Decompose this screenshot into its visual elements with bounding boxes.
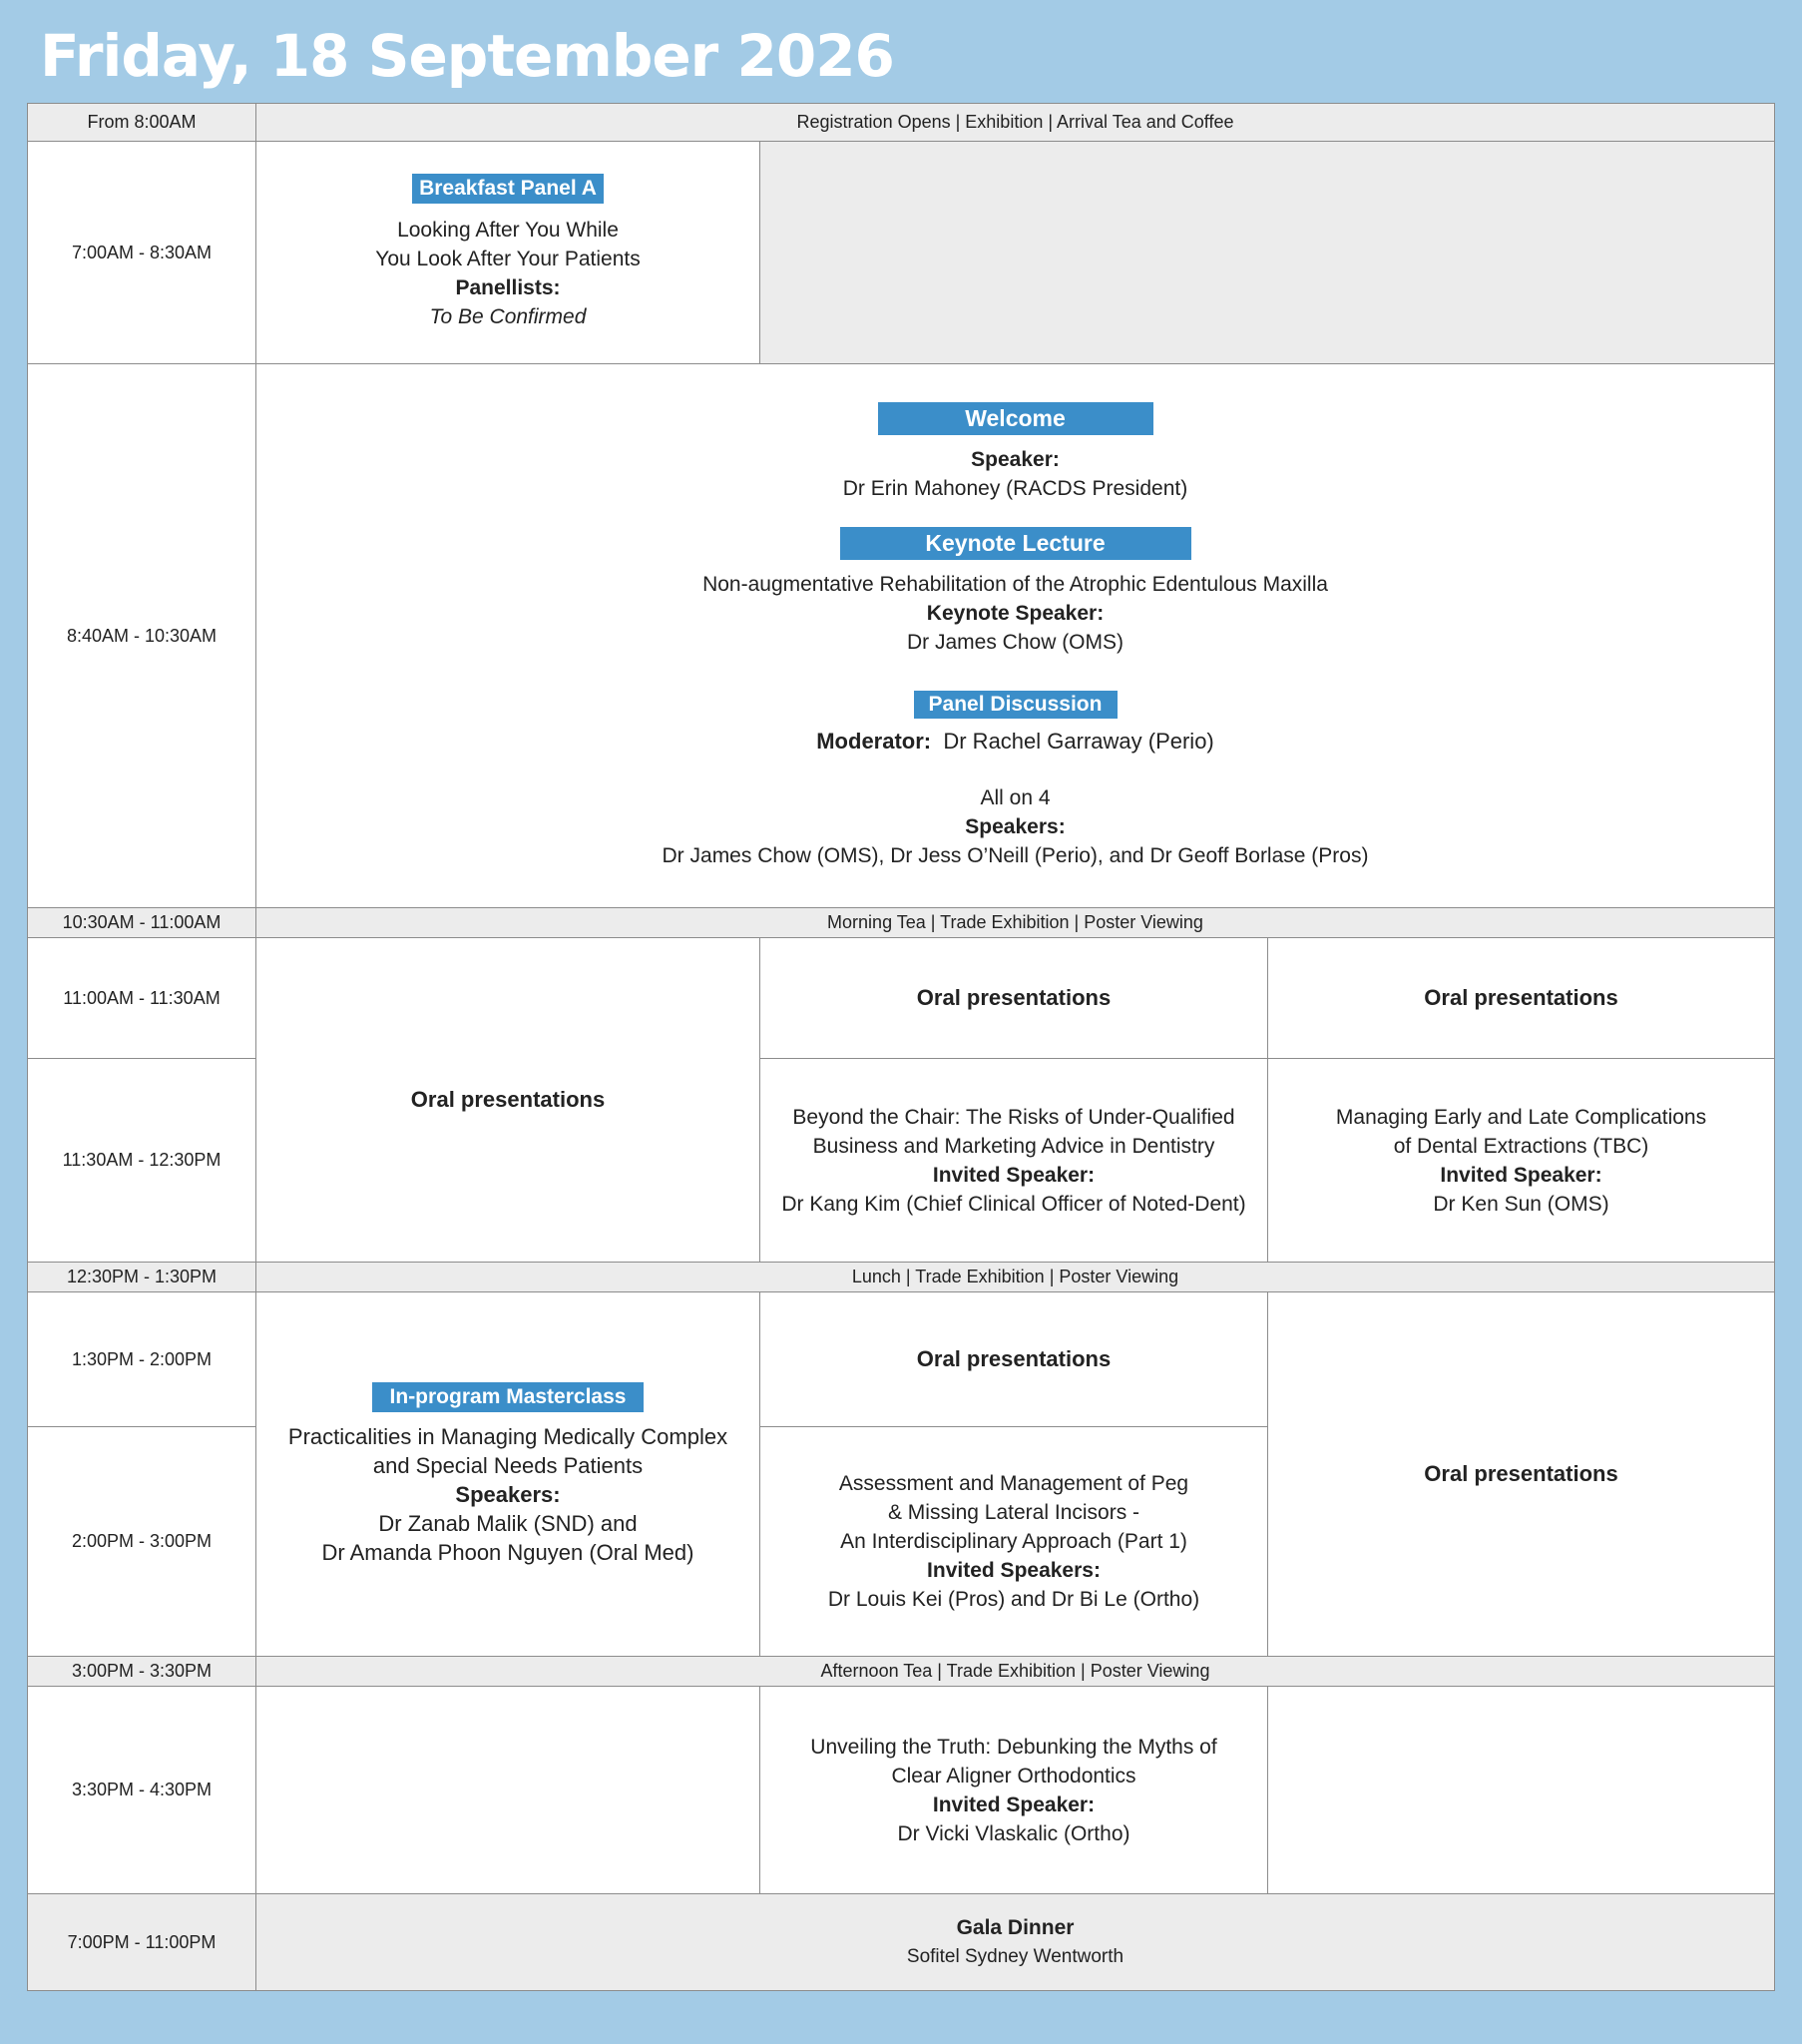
invited-session — [759, 1058, 1268, 1263]
masterclass-session — [255, 1291, 760, 1657]
breakfast-panel-session — [255, 141, 760, 364]
session-title-line: Unveiling the Truth: Debunking the Myths of — [810, 1735, 1217, 1759]
session-title-line: Clear Aligner Orthodontics — [891, 1764, 1136, 1788]
session-badge: Breakfast Panel A — [412, 174, 604, 204]
gala-title: Gala Dinner — [956, 1916, 1075, 1939]
time-label: 7:00AM - 8:30AM — [71, 242, 213, 262]
afternoon-tea-time — [27, 1656, 256, 1687]
welcome-badge: Welcome — [878, 402, 1153, 435]
time-label: 12:30PM - 1:30PM — [66, 1267, 218, 1286]
time-label: 3:00PM - 3:30PM — [71, 1661, 213, 1681]
session-title-line: An Interdisciplinary Approach (Part 1) — [840, 1530, 1187, 1553]
banner-text: Afternoon Tea | Trade Exhibition | Poster Viewing — [820, 1661, 1210, 1681]
registration-banner — [255, 103, 1775, 142]
afternoon-tea-banner — [255, 1656, 1775, 1687]
plenary-session — [255, 363, 1775, 908]
moderator-line — [816, 727, 1214, 756]
invited-session — [759, 1686, 1268, 1894]
time-cell — [27, 1686, 256, 1894]
time-cell — [27, 937, 256, 1059]
session-title-line: You Look After Your Patients — [375, 248, 641, 270]
gala-venue: Sofitel Sydney Wentworth — [906, 1946, 1125, 1967]
time-label: From 8:00AM — [87, 112, 197, 132]
speaker-label: Invited Speaker: — [932, 1792, 1096, 1816]
empty-cell — [759, 141, 1775, 364]
oral-presentations-cell — [759, 937, 1268, 1059]
time-cell — [27, 1058, 256, 1263]
oral-presentations-label: Oral presentations — [916, 1346, 1112, 1371]
empty-cell — [255, 1686, 760, 1894]
session-title-line: Assessment and Management of Peg — [838, 1472, 1189, 1495]
oral-presentations-cell — [1267, 937, 1775, 1059]
time-label: 11:30AM - 12:30PM — [62, 1150, 222, 1170]
speaker-name: Dr Kang Kim (Chief Clinical Officer of Noted-Dent) — [781, 1192, 1246, 1216]
banner-text: Morning Tea | Trade Exhibition | Poster Viewing — [827, 912, 1203, 932]
panel-topic: All on 4 — [980, 785, 1051, 809]
lunch-banner — [255, 1262, 1775, 1292]
time-cell — [27, 1426, 256, 1657]
oral-presentations-cell — [255, 937, 760, 1263]
keynote-badge: Keynote Lecture — [840, 527, 1191, 560]
banner-text: Registration Opens | Exhibition | Arrival Tea and Coffee — [796, 112, 1234, 132]
time-label: 1:30PM - 2:00PM — [71, 1348, 213, 1369]
panellists-value: To Be Confirmed — [429, 305, 587, 328]
registration-time — [27, 103, 256, 142]
speakers-label: Speakers: — [455, 1481, 561, 1507]
panel-speakers-label: Speakers: — [965, 814, 1066, 838]
keynote-title: Non-augmentative Rehabilitation of the Atrophic Edentulous Maxilla — [702, 572, 1328, 596]
panel-discussion-badge: Panel Discussion — [914, 691, 1118, 719]
morning-tea-banner — [255, 907, 1775, 938]
oral-presentations-label: Oral presentations — [916, 985, 1112, 1010]
moderator-label: Moderator: — [816, 728, 932, 754]
time-label: 10:30AM - 11:00AM — [62, 912, 222, 932]
masterclass-badge: In-program Masterclass — [372, 1382, 645, 1412]
banner-text: Lunch | Trade Exhibition | Poster Viewing — [851, 1267, 1179, 1286]
session-title-line: Practicalities in Managing Medically Complex — [287, 1423, 728, 1449]
speaker-label: Invited Speaker: — [1440, 1163, 1602, 1187]
morning-tea-time — [27, 907, 256, 938]
speaker-name: Dr Louis Kei (Pros) and Dr Bi Le (Ortho) — [827, 1588, 1200, 1611]
session-title-line: and Special Needs Patients — [372, 1452, 644, 1478]
moderator-name: Dr Rachel Garraway (Perio) — [943, 728, 1214, 754]
oral-presentations-label: Oral presentations — [1424, 985, 1618, 1010]
session-title-line: of Dental Extractions (TBC) — [1393, 1134, 1649, 1158]
session-title-line: & Missing Lateral Incisors - — [887, 1501, 1140, 1524]
keynote-speaker-label: Keynote Speaker: — [926, 601, 1105, 625]
page-title: Friday, 18 September 2026 — [40, 22, 894, 90]
invited-session — [1267, 1058, 1775, 1263]
empty-cell — [1267, 1686, 1775, 1894]
oral-presentations-cell — [759, 1291, 1268, 1427]
invited-session — [759, 1426, 1268, 1657]
time-label: 2:00PM - 3:00PM — [71, 1531, 213, 1551]
time-label: 3:30PM - 4:30PM — [71, 1780, 213, 1799]
time-cell — [27, 1291, 256, 1427]
speaker-label: Speaker: — [971, 447, 1060, 471]
speakers-label: Invited Speakers: — [927, 1559, 1101, 1582]
session-title-line: Managing Early and Late Complications — [1335, 1105, 1707, 1129]
speaker-name: Dr Zanab Malik (SND) and — [378, 1510, 638, 1536]
plenary-time — [27, 363, 256, 908]
panellists-label: Panellists: — [455, 276, 561, 299]
oral-presentations-cell — [1267, 1291, 1775, 1657]
panel-speakers: Dr James Chow (OMS), Dr Jess O’Neill (Perio), and Dr Geoff Borlase (Pros) — [662, 843, 1369, 867]
speaker-name: Dr Amanda Phoon Nguyen (Oral Med) — [321, 1539, 694, 1565]
time-label: 8:40AM - 10:30AM — [66, 625, 218, 646]
speaker-name: Dr Vicki Vlaskalic (Ortho) — [897, 1821, 1130, 1845]
session-title-line: Beyond the Chair: The Risks of Under-Qualified — [792, 1105, 1235, 1129]
breakfast-time — [27, 141, 256, 364]
keynote-speaker: Dr James Chow (OMS) — [906, 630, 1125, 654]
gala-time — [27, 1893, 256, 1991]
speaker-name: Dr Erin Mahoney (RACDS President) — [842, 476, 1188, 500]
time-label: 7:00PM - 11:00PM — [67, 1931, 217, 1952]
speaker-label: Invited Speaker: — [932, 1163, 1096, 1187]
gala-dinner-cell — [255, 1893, 1775, 1991]
session-title-line: Business and Marketing Advice in Dentistry — [812, 1134, 1215, 1158]
speaker-name: Dr Ken Sun (OMS) — [1433, 1192, 1609, 1216]
oral-presentations-label: Oral presentations — [1424, 1461, 1618, 1486]
oral-presentations-label: Oral presentations — [410, 1087, 606, 1112]
lunch-time — [27, 1262, 256, 1292]
time-label: 11:00AM - 11:30AM — [63, 987, 221, 1008]
session-title-line: Looking After You While — [397, 219, 619, 242]
